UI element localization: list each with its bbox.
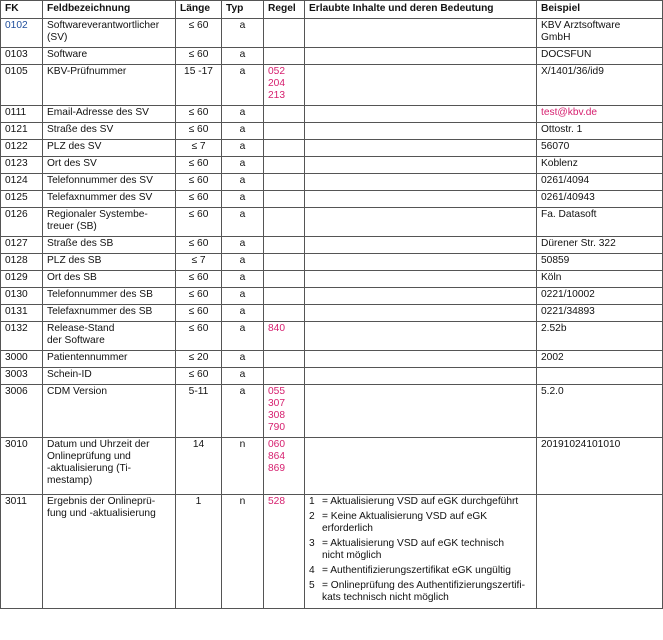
typ-cell: a [222, 271, 264, 288]
table-row [1, 106, 663, 123]
table-row [1, 305, 663, 322]
erlaubte-inhalte-cell [305, 288, 537, 305]
fk-cell: 0130 [1, 288, 43, 305]
laenge-cell: 14 [176, 438, 222, 495]
typ-cell: a [222, 351, 264, 368]
feldbezeichnung-cell: Telefaxnummer des SV [43, 191, 176, 208]
allowed-value-number: 1 [309, 496, 315, 507]
erlaubte-inhalte-cell [305, 271, 537, 288]
feldbezeichnung-cell: Release-Stand der Software [43, 322, 176, 351]
feldbezeichnung-cell: CDM Version [43, 385, 176, 438]
table-row [1, 48, 663, 65]
regel-cell [264, 19, 305, 48]
beispiel-cell: 56070 [537, 140, 663, 157]
typ-cell: a [222, 368, 264, 385]
allowed-value-item [309, 538, 532, 562]
laenge-cell: ≤ 60 [176, 288, 222, 305]
feldbezeichnung-cell: Ort des SB [43, 271, 176, 288]
table-row [1, 271, 663, 288]
table-row [1, 174, 663, 191]
typ-cell: a [222, 140, 264, 157]
feldbezeichnung-cell: Ort des SV [43, 157, 176, 174]
beispiel-cell: 0221/10002 [537, 288, 663, 305]
beispiel-cell: 0261/40943 [537, 191, 663, 208]
header-typ: Typ [222, 1, 264, 19]
feldbezeichnung-cell: Softwareverantwortlicher (SV) [43, 19, 176, 48]
fk-cell: 0123 [1, 157, 43, 174]
allowed-value-text: = Aktualisierung VSD auf eGK durchgeführt [322, 496, 519, 507]
fk-cell: 0129 [1, 271, 43, 288]
table-row [1, 322, 663, 351]
table-row [1, 254, 663, 271]
laenge-cell: ≤ 60 [176, 106, 222, 123]
table-row [1, 191, 663, 208]
regel-code: 060 [268, 439, 285, 450]
feldbezeichnung-cell: Ergebnis der Onlineprü- fung und -aktualisierung [43, 495, 176, 609]
beispiel-cell: 0261/4094 [537, 174, 663, 191]
beispiel-cell: 2.52b [537, 322, 663, 351]
fk-cell: 3011 [1, 495, 43, 609]
fk-cell: 0126 [1, 208, 43, 237]
feldbezeichnung-cell: Regionaler Systembe- treuer (SB) [43, 208, 176, 237]
beispiel-cell: KBV Arztsoftware GmbH [537, 19, 663, 48]
beispiel-cell: Fa. Datasoft [537, 208, 663, 237]
allowed-value-number: 4 [309, 565, 315, 576]
table-row [1, 19, 663, 48]
header-regel: Regel [264, 1, 305, 19]
regel-cell [264, 351, 305, 368]
erlaubte-inhalte-cell [305, 438, 537, 495]
laenge-cell: ≤ 60 [176, 305, 222, 322]
header-row [1, 1, 663, 19]
allowed-value-number: 3 [309, 538, 315, 549]
erlaubte-inhalte-cell [305, 368, 537, 385]
typ-cell: a [222, 385, 264, 438]
beispiel-cell: Köln [537, 271, 663, 288]
regel-cell [264, 237, 305, 254]
regel-cell [264, 271, 305, 288]
typ-cell: a [222, 254, 264, 271]
typ-cell: a [222, 288, 264, 305]
regel-cell [264, 123, 305, 140]
table-row [1, 157, 663, 174]
feldbezeichnung-cell: Straße des SV [43, 123, 176, 140]
fk-cell: 0127 [1, 237, 43, 254]
fk-cell: 3010 [1, 438, 43, 495]
regel-cell [264, 140, 305, 157]
beispiel-cell: 20191024101010 [537, 438, 663, 495]
erlaubte-inhalte-cell [305, 106, 537, 123]
beispiel-cell: Koblenz [537, 157, 663, 174]
typ-cell: a [222, 48, 264, 65]
table-row [1, 368, 663, 385]
erlaubte-inhalte-cell [305, 322, 537, 351]
table-row [1, 438, 663, 495]
laenge-cell: ≤ 60 [176, 48, 222, 65]
allowed-value-number: 5 [309, 580, 315, 591]
beispiel-cell [537, 495, 663, 609]
header-feldbezeichnung: Feldbezeichnung [43, 1, 176, 19]
laenge-cell: ≤ 60 [176, 123, 222, 140]
regel-code: 308 [268, 410, 285, 421]
fk-cell: 3000 [1, 351, 43, 368]
table-row [1, 140, 663, 157]
regel-code: 213 [268, 90, 285, 101]
laenge-cell: ≤ 60 [176, 174, 222, 191]
typ-cell: a [222, 174, 264, 191]
allowed-value-number: 2 [309, 511, 315, 522]
fk-cell: 0124 [1, 174, 43, 191]
regel-cell [264, 305, 305, 322]
feldbezeichnung-cell: Schein-ID [43, 368, 176, 385]
regel-code: 307 [268, 398, 285, 409]
beispiel-cell: 50859 [537, 254, 663, 271]
typ-cell: a [222, 191, 264, 208]
regel-cell [264, 385, 305, 438]
erlaubte-inhalte-cell [305, 495, 537, 609]
fk-cell: 0121 [1, 123, 43, 140]
fk-cell: 0132 [1, 322, 43, 351]
regel-cell [264, 157, 305, 174]
erlaubte-inhalte-cell [305, 351, 537, 368]
header-fk: FK [1, 1, 43, 19]
typ-cell: a [222, 65, 264, 106]
regel-code: 790 [268, 422, 285, 433]
allowed-value-item [309, 580, 532, 604]
feldbezeichnung-cell: PLZ des SB [43, 254, 176, 271]
erlaubte-inhalte-cell [305, 237, 537, 254]
allowed-value-text: = Keine Aktualisierung VSD auf eGK erforderlich [322, 511, 488, 534]
erlaubte-inhalte-cell [305, 208, 537, 237]
allowed-value-text: = Authentifizierungszertifikat eGK ungültig [322, 565, 511, 576]
fk-cell: 3006 [1, 385, 43, 438]
regel-cell [264, 288, 305, 305]
fk-cell: 0128 [1, 254, 43, 271]
typ-cell: a [222, 106, 264, 123]
regel-code: 864 [268, 451, 285, 462]
table-row [1, 288, 663, 305]
erlaubte-inhalte-cell [305, 157, 537, 174]
laenge-cell: 5-11 [176, 385, 222, 438]
laenge-cell: ≤ 60 [176, 271, 222, 288]
fk-cell: 0122 [1, 140, 43, 157]
regel-cell [264, 48, 305, 65]
regel-code: 052 [268, 66, 285, 77]
beispiel-cell [537, 368, 663, 385]
regel-cell [264, 495, 305, 609]
regel-cell [264, 368, 305, 385]
typ-cell: a [222, 123, 264, 140]
regel-cell [264, 208, 305, 237]
header-laenge: Länge [176, 1, 222, 19]
regel-code: 204 [268, 78, 285, 89]
typ-cell: a [222, 19, 264, 48]
erlaubte-inhalte-cell [305, 65, 537, 106]
fk-cell: 3003 [1, 368, 43, 385]
beispiel-cell: 2002 [537, 351, 663, 368]
allowed-value-item [309, 511, 532, 535]
header-erlaubte-inhalte: Erlaubte Inhalte und deren Bedeutung [305, 1, 537, 19]
regel-cell [264, 191, 305, 208]
fk-cell: 0111 [1, 106, 43, 123]
erlaubte-inhalte-cell [305, 174, 537, 191]
laenge-cell: ≤ 7 [176, 140, 222, 157]
regel-cell [264, 322, 305, 351]
regel-code: 869 [268, 463, 285, 474]
regel-cell [264, 438, 305, 495]
beispiel-cell: Dürener Str. 322 [537, 237, 663, 254]
regel-cell [264, 65, 305, 106]
typ-cell: a [222, 208, 264, 237]
beispiel-cell: 0221/34893 [537, 305, 663, 322]
header-beispiel: Beispiel [537, 1, 663, 19]
fk-cell: 0105 [1, 65, 43, 106]
laenge-cell: ≤ 60 [176, 322, 222, 351]
allowed-value-item [309, 496, 532, 508]
beispiel-cell: X/1401/36/id9 [537, 65, 663, 106]
feldbezeichnung-cell: Datum und Uhrzeit der Onlineprüfung und -aktualisierung (Ti- mestamp) [43, 438, 176, 495]
laenge-cell: ≤ 60 [176, 157, 222, 174]
erlaubte-inhalte-cell [305, 305, 537, 322]
feldbezeichnung-cell: PLZ des SV [43, 140, 176, 157]
regel-cell [264, 174, 305, 191]
table-row [1, 495, 663, 609]
fk-cell: 0125 [1, 191, 43, 208]
fk-cell: 0102 [1, 19, 43, 48]
laenge-cell: ≤ 20 [176, 351, 222, 368]
fk-cell: 0131 [1, 305, 43, 322]
table-row [1, 237, 663, 254]
erlaubte-inhalte-cell [305, 191, 537, 208]
allowed-value-text: = Aktualisierung VSD auf eGK technisch nicht möglich [322, 538, 505, 561]
table-row [1, 65, 663, 106]
erlaubte-inhalte-cell [305, 19, 537, 48]
laenge-cell: ≤ 60 [176, 237, 222, 254]
beispiel-cell: Ottostr. 1 [537, 123, 663, 140]
laenge-cell: 15 -17 [176, 65, 222, 106]
regel-code: 840 [268, 323, 285, 334]
laenge-cell: ≤ 60 [176, 191, 222, 208]
typ-cell: a [222, 157, 264, 174]
feldbezeichnung-cell: Software [43, 48, 176, 65]
erlaubte-inhalte-cell [305, 385, 537, 438]
allowed-value-item [309, 565, 532, 577]
feldbezeichnung-cell: Telefonnummer des SB [43, 288, 176, 305]
erlaubte-inhalte-cell [305, 254, 537, 271]
typ-cell: a [222, 322, 264, 351]
feldbezeichnung-cell: Telefaxnummer des SB [43, 305, 176, 322]
erlaubte-inhalte-cell [305, 140, 537, 157]
feldbezeichnung-cell: Patientennummer [43, 351, 176, 368]
table-row [1, 123, 663, 140]
regel-code: 055 [268, 386, 285, 397]
allowed-value-text: = Onlineprüfung des Authentifizierungszertifi- kats technisch nicht möglich [322, 580, 526, 603]
feldbezeichnung-cell: Telefonnummer des SV [43, 174, 176, 191]
typ-cell: a [222, 237, 264, 254]
table-row [1, 351, 663, 368]
laenge-cell: 1 [176, 495, 222, 609]
regel-cell [264, 254, 305, 271]
laenge-cell: ≤ 60 [176, 208, 222, 237]
typ-cell: n [222, 438, 264, 495]
beispiel-cell: DOCSFUN [537, 48, 663, 65]
regel-cell [264, 106, 305, 123]
feldbezeichnung-cell: Email-Adresse des SV [43, 106, 176, 123]
regel-code: 528 [268, 496, 285, 507]
erlaubte-inhalte-cell [305, 48, 537, 65]
laenge-cell: ≤ 7 [176, 254, 222, 271]
table-body [1, 19, 663, 609]
feldbezeichnung-cell: Straße des SB [43, 237, 176, 254]
typ-cell: a [222, 305, 264, 322]
fk-cell: 0103 [1, 48, 43, 65]
beispiel-cell: 5.2.0 [537, 385, 663, 438]
beispiel-email-link[interactable]: test@kbv.de [537, 106, 663, 123]
typ-cell: n [222, 495, 264, 609]
erlaubte-inhalte-cell [305, 123, 537, 140]
laenge-cell: ≤ 60 [176, 368, 222, 385]
feldbezeichnung-cell: KBV-Prüfnummer [43, 65, 176, 106]
table-row [1, 208, 663, 237]
table-row [1, 385, 663, 438]
laenge-cell: ≤ 60 [176, 19, 222, 48]
